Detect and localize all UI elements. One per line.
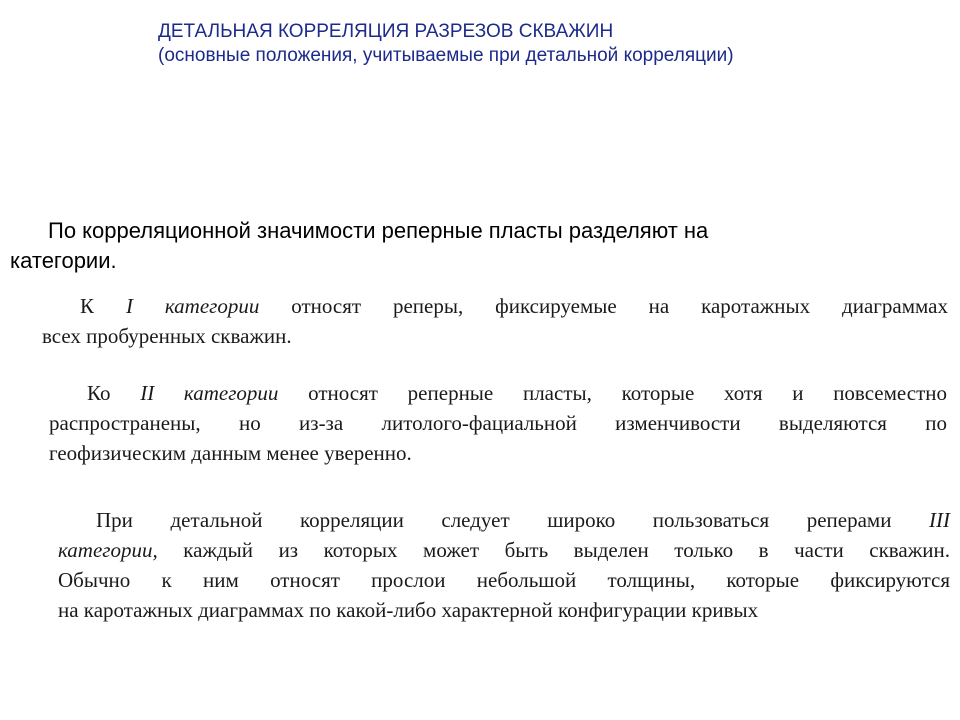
category-3-term: III — [929, 508, 950, 532]
paragraph-3-line-4: на каротажных диаграммах по какой-либо характерной конфигурации кривых — [58, 598, 759, 622]
paragraph-3-line-2 — [58, 535, 950, 565]
paragraph-2-rest: относят реперные пласты, которые хотя и повсеместно — [278, 381, 947, 405]
paragraph-1-rest: относят реперы, фиксируемые на каротажных диаграммах — [259, 294, 948, 318]
intro-line-2: категории. — [10, 248, 117, 273]
paragraph-category-3 — [58, 505, 950, 625]
paragraph-category-1 — [42, 291, 948, 351]
paragraph-2-line-3: геофизическим данным менее уверенно. — [49, 441, 412, 465]
paragraph-category-2 — [49, 378, 947, 468]
slide-title — [158, 20, 918, 68]
intro-line-1: По корреляционной значимости реперные пласты разделяют на — [48, 218, 709, 243]
paragraph-1-prefix: К — [80, 294, 126, 318]
paragraph-2-line-2: распространены, но из-за литолого-фациальной изменчивости выделяются по — [49, 411, 947, 435]
paragraph-3-prefix: При детальной корреляции следует широко пользоваться реперами — [96, 508, 930, 532]
paragraph-2-line-1 — [49, 378, 947, 408]
category-3-term-cont: категории, — [58, 538, 158, 562]
paragraph-1-line-1 — [42, 291, 948, 321]
title-main: ДЕТАЛЬНАЯ КОРРЕЛЯЦИЯ РАЗРЕЗОВ СКВАЖИН — [158, 21, 614, 42]
intro-text — [10, 216, 940, 276]
category-2-term: II категории — [140, 381, 279, 405]
category-1-term: I категории — [125, 294, 260, 318]
paragraph-2-prefix: Ко — [87, 381, 141, 405]
paragraph-3-line-1 — [58, 505, 950, 535]
paragraph-3-line-2-rest: каждый из которых может быть выделен только в части скважин. — [157, 538, 950, 562]
title-subtitle: (основные положения, учитываемые при детальной корреляции) — [158, 45, 734, 66]
paragraph-1-line-2: всех пробуренных скважин. — [42, 324, 292, 348]
paragraph-3-line-3: Обычно к ним относят прослои небольшой толщины, которые фиксируются — [58, 568, 950, 592]
